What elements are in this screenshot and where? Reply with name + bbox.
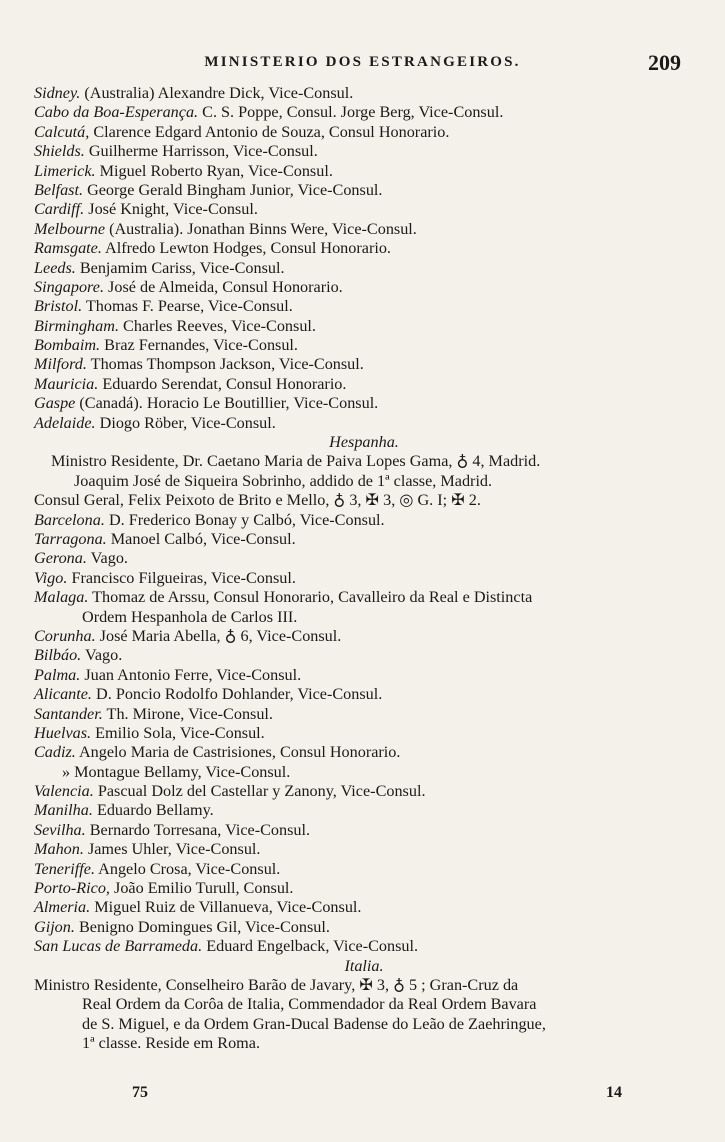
document-body xyxy=(34,84,694,1054)
entry-line: Bombaim. Braz Fernandes, Vice-Consul. xyxy=(34,336,298,355)
entry-line: Cardiff. José Knight, Vice-Consul. xyxy=(34,200,258,219)
entry-line: Ordem Hespanhola de Carlos III. xyxy=(82,607,298,626)
section-heading-italia: Italia. xyxy=(344,956,384,975)
entry-line: Gerona. Vago. xyxy=(34,549,128,568)
entry-line: Almeria. Miguel Ruiz de Villanueva, Vice-Consul. xyxy=(34,898,362,917)
entry-line: Mahon. James Uhler, Vice-Consul. xyxy=(34,840,261,859)
entry-line: Manilha. Eduardo Bellamy. xyxy=(34,801,214,820)
entry-line: Cabo da Boa-Esperança. C. S. Poppe, Consul. Jorge Berg, Vice-Consul. xyxy=(34,103,504,122)
entry-line: Melbourne (Australia). Jonathan Binns Were, Vice-Consul. xyxy=(34,219,417,238)
entry-line: Singapore. José de Almeida, Consul Honorario. xyxy=(34,277,343,296)
entry-line: Ministro Residente, Dr. Caetano Maria de Paiva Lopes Gama, ♁ 4, Madrid. xyxy=(51,452,541,471)
entry-line: Adelaide. Diogo Röber, Vice-Consul. xyxy=(34,413,276,432)
entry-line: Sevilha. Bernardo Torresana, Vice-Consul. xyxy=(34,820,311,839)
entry-line: Milford. Thomas Thompson Jackson, Vice-Consul. xyxy=(34,355,364,374)
entry-line: Gaspe (Canadá). Horacio Le Boutillier, Vice-Consul. xyxy=(34,394,379,413)
entry-line: Porto-Rico, João Emilio Turull, Consul. xyxy=(34,879,294,898)
entry-line: Limerick. Miguel Roberto Ryan, Vice-Consul. xyxy=(34,161,333,180)
entry-line: Sidney. (Australia) Alexandre Dick, Vice-Consul. xyxy=(34,84,354,102)
entry-line: Alicante. D. Poncio Rodolfo Dohlander, Vice-Consul. xyxy=(34,685,383,704)
entry-line: Joaquim José de Siqueira Sobrinho, addido de 1ª classe, Madrid. xyxy=(74,471,493,490)
entry-line: de S. Miguel, e da Ordem Gran-Ducal Badense do Leão de Zaehringue, xyxy=(82,1014,546,1033)
entry-line: Birmingham. Charles Reeves, Vice-Consul. xyxy=(34,316,316,335)
entry-line: Malaga. Thomaz de Arssu, Consul Honorario, Cavalleiro da Real e Distincta xyxy=(34,588,533,607)
entry-line: Ministro Residente, Conselheiro Barão de Javary, ✠ 3, ♁ 5 ; Gran-Cruz da xyxy=(34,975,519,994)
signature-mark-right: 14 xyxy=(606,1084,622,1101)
entry-line: San Lucas de Barrameda. Eduard Engelback, Vice-Consul. xyxy=(34,937,419,956)
page-footer xyxy=(0,1084,725,1106)
entry-line: Huelvas. Emilio Sola, Vice-Consul. xyxy=(34,723,265,742)
entry-line: Real Ordem da Corôa de Italia, Commendador da Real Ordem Bavara xyxy=(82,995,537,1014)
entry-line: Tarragona. Manoel Calbó, Vice-Consul. xyxy=(34,529,296,548)
entry-line: Mauricia. Eduardo Serendat, Consul Honorario. xyxy=(34,374,347,393)
entry-line: Leeds. Benjamim Cariss, Vice-Consul. xyxy=(34,258,285,277)
entry-line: Teneriffe. Angelo Crosa, Vice-Consul. xyxy=(34,859,281,878)
entry-line: Consul Geral, Felix Peixoto de Brito e Mello, ♁ 3, ✠ 3, ◎ G. I; ✠ 2. xyxy=(34,491,481,510)
entry-line: Palma. Juan Antonio Ferre, Vice-Consul. xyxy=(34,665,302,684)
entry-line: » Montague Bellamy, Vice-Consul. xyxy=(62,762,291,781)
page-number: 209 xyxy=(648,50,681,75)
entry-line: Barcelona. D. Frederico Bonay y Calbó, Vice-Consul. xyxy=(34,510,385,529)
running-title: MINISTERIO DOS ESTRANGEIROS. xyxy=(204,54,521,70)
entry-line: Bristol. Thomas F. Pearse, Vice-Consul. xyxy=(34,297,293,316)
entry-line: Ramsgate. Alfredo Lewton Hodges, Consul Honorario. xyxy=(34,239,391,258)
entry-line: 1ª classe. Reside em Roma. xyxy=(82,1034,260,1053)
entry-line: Bilbáo. Vago. xyxy=(34,646,123,665)
entry-line: Vigo. Francisco Filgueiras, Vice-Consul. xyxy=(34,568,296,587)
entry-line: Cadiz. Angelo Maria de Castrisiones, Consul Honorario. xyxy=(34,743,401,762)
entry-line: Corunha. José Maria Abella, ♁ 6, Vice-Consul. xyxy=(34,626,342,645)
entry-line: Santander. Th. Mirone, Vice-Consul. xyxy=(34,704,273,723)
signature-mark-left: 75 xyxy=(132,1084,148,1101)
section-heading-hespanha: Hespanha. xyxy=(329,433,399,452)
entry-line: Calcutá, Clarence Edgard Antonio de Souza, Consul Honorario. xyxy=(34,122,450,141)
entry-line: Belfast. George Gerald Bingham Junior, Vice-Consul. xyxy=(34,180,383,199)
entry-line: Valencia. Pascual Dolz del Castellar y Zanony, Vice-Consul. xyxy=(34,782,426,801)
entry-line: Shields. Guilherme Harrisson, Vice-Consul. xyxy=(34,142,318,161)
page-header xyxy=(0,50,725,80)
entry-line: Gijon. Benigno Domingues Gil, Vice-Consul. xyxy=(34,917,330,936)
